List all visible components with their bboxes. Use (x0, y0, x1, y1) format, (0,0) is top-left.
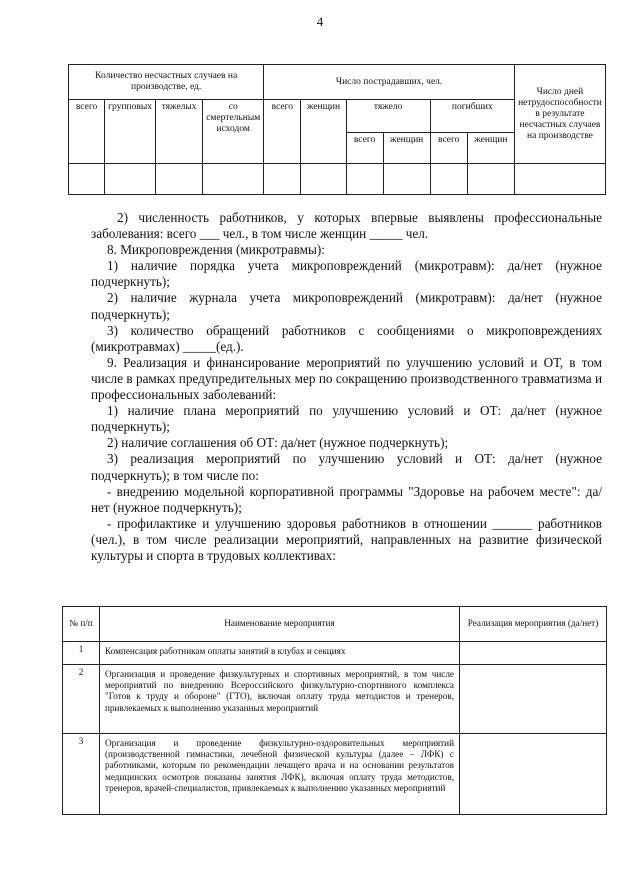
paragraph: 2) численность работников, у которых впервые выявлены профессиональные заболевания: всего ___ чел., в том числе женщин _____ чел. (91, 210, 602, 242)
cell-empty (346, 164, 383, 195)
row-name: Организация и проведение физкультурных и спортивных мероприятий, в том числе мероприятий по внедрению Всероссийского физкультурно-спортивного комплекса "Готов к труду и обороне" (ГТО), включая оплату труда методистов и тренеров, привлекаемых к выполнению указанных мероприятий (100, 665, 460, 734)
col-fatal: со смертельным исходом (203, 100, 264, 164)
group-accidents-header: Количество несчастных случаев на производстве, ед. (69, 65, 264, 100)
group-days-header: Число дней нетрудоспособности в результате несчастных случаев на производстве (514, 65, 605, 164)
cell-empty (301, 164, 346, 195)
sub-killed-women: женщин (467, 133, 514, 164)
row-name: Организация и проведение физкультурно-оздоровительных мероприятий (производственной гимнастики, лечебной физической культуры (далее – ЛФК) с работниками, которым по рекомендации лечащего врача и на основании результатов медицинских осмотров показаны занятия ЛФК), включая оплату труда методистов, тренеров, врачей-специалистов, привлекаемых к выполнению указанных мероприятий (100, 734, 460, 815)
sub-severe-header: тяжело (346, 100, 430, 133)
cell-empty (467, 164, 514, 195)
cell-empty (156, 164, 203, 195)
table-row (63, 642, 607, 665)
cell-empty (69, 164, 105, 195)
cell-empty (383, 164, 430, 195)
paragraph: 2) наличие журнала учета микроповреждений (микротравм): да/нет (нужное подчеркнуть); (91, 290, 602, 322)
sub-severe-women: женщин (383, 133, 430, 164)
row-real (460, 642, 607, 665)
col-group: групповых (105, 100, 156, 164)
cell-empty (514, 164, 605, 195)
cell-empty (264, 164, 301, 195)
row-name: Компенсация работникам оплаты занятий в клубах и секциях (100, 642, 460, 665)
row-real (460, 665, 607, 734)
page-number: 4 (316, 14, 324, 29)
sub-severe-total: всего (346, 133, 383, 164)
table-row (63, 734, 607, 815)
sub-killed-total: всего (430, 133, 467, 164)
paragraph: 3) реализация мероприятий по улучшению условий и ОТ: да/нет (нужное подчеркнуть); в том числе по: (91, 451, 602, 483)
paragraph: - профилактике и улучшению здоровья работников в отношении ______ работников (чел.), в том числе реализации мероприятий, направленных на развитие физической культуры и спорта в трудовых коллективах: (91, 515, 602, 563)
group-victims-header: Число пострадавших, чел. (264, 65, 515, 100)
col-severe: тяжелых (156, 100, 203, 164)
paragraph: 8. Микроповреждения (микротравмы): (107, 242, 325, 258)
paragraph: 2) наличие соглашения об ОТ: да/нет (нужное подчеркнуть); (107, 435, 449, 451)
paragraph: 3) количество обращений работников с сообщениями о микроповреждениях (микротравмах) _____(ед.). (91, 322, 602, 354)
cell-empty (203, 164, 264, 195)
cell-empty (430, 164, 467, 195)
header-real: Реализация мероприятия (да/нет) (460, 607, 607, 642)
paragraph: 1) наличие плана мероприятий по улучшению условий и ОТ: да/нет (нужное подчеркнуть); (91, 403, 602, 435)
row-num: 2 (63, 665, 100, 734)
header-name: Наименование мероприятия (100, 607, 460, 642)
paragraph: 1) наличие порядка учета микроповреждений (микротравм): да/нет (нужное подчеркнуть); (91, 258, 602, 290)
accidents-table (68, 64, 606, 195)
activities-table (62, 606, 607, 815)
row-num: 3 (63, 734, 100, 815)
col-victims-total: всего (264, 100, 301, 164)
body-text (91, 210, 602, 564)
header-num: № п/п (63, 607, 100, 642)
table-row (63, 665, 607, 734)
col-total: всего (69, 100, 105, 164)
paragraph: 9. Реализация и финансирование мероприятий по улучшению условий и ОТ, в том числе в рамках предупредительных мер по сокращению производственного травматизма и профессиональных заболеваний: (91, 354, 602, 403)
row-num: 1 (63, 642, 100, 665)
cell-empty (105, 164, 156, 195)
col-women: женщин (301, 100, 346, 164)
table-row (69, 164, 606, 195)
paragraph: - внедрению модельной корпоративной программы "Здоровье на рабочем месте": да/нет (нужное подчеркнуть); (91, 483, 602, 515)
sub-killed-header: погибших (430, 100, 514, 133)
row-real (460, 734, 607, 815)
